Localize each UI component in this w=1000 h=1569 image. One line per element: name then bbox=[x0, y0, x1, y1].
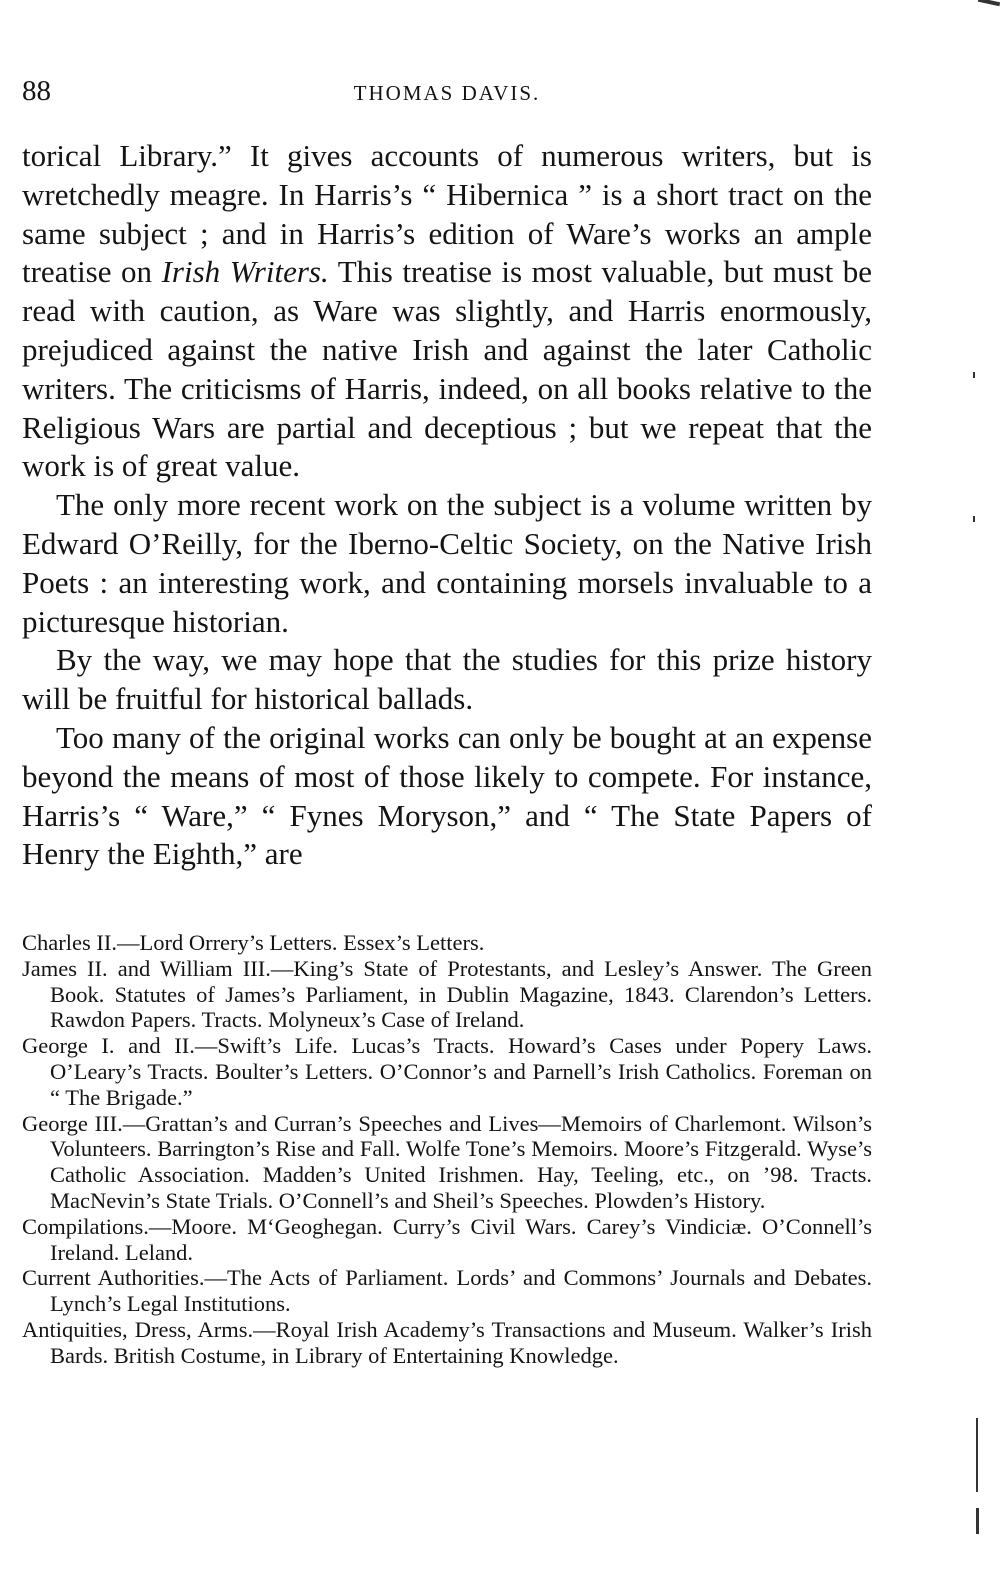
scan-mark-top-corner bbox=[978, 0, 1000, 6]
running-title: THOMAS DAVIS. bbox=[353, 81, 541, 105]
paragraph-3: By the way, we may hope that the studies for this prize history will be fruitful for historical ballads. bbox=[22, 642, 872, 717]
footnote-james-ii: James II. and William III.—King’s State of Protestants, and Lesley’s Answer. The Green Book. Statutes of James’s Parliament, in Dublin Magazine, 1843. Clarendon’s Letters. Rawdon Papers. Tracts. Molyneux’s Case of Ireland. bbox=[22, 955, 872, 1033]
paragraph-1-text-b: This treatise is most valuable, but must be read with caution, as Ware was slightly, and Harris enormously, prejudiced against the native Irish and against the later Catholic writers. The criticisms of Harris, indeed, on all books relative to the Religious Wars are partial and deceptious ; but we repeat that the work is of great value. bbox=[22, 254, 873, 484]
scan-mark-right-2 bbox=[973, 516, 975, 522]
page-number: 88 bbox=[22, 75, 51, 107]
scan-mark-right-3 bbox=[976, 1418, 978, 1492]
footnote-list bbox=[22, 930, 872, 1369]
body-text bbox=[22, 137, 872, 874]
footnote-charles-ii: Charles II.—Lord Orrery’s Letters. Essex’s Letters. bbox=[22, 930, 485, 955]
footnote-current-authorities: Current Authorities.—The Acts of Parliament. Lords’ and Commons’ Journals and Debates. Lynch’s Legal Institutions. bbox=[22, 1265, 872, 1317]
page-header bbox=[22, 74, 872, 114]
footnote-compilations: Compilations.—Moore. M‘Geoghegan. Curry’s Civil Wars. Carey’s Vindiciæ. O’Connell’s Ireland. Leland. bbox=[22, 1213, 872, 1265]
scan-mark-right-4 bbox=[976, 1508, 979, 1534]
paragraph-4: Too many of the original works can only be bought at an expense beyond the means of most of those likely to compete. For instance, Harris’s “ Ware,” “ Fynes Moryson,” and “ The State Papers of Henry the Eighth,” are bbox=[22, 719, 872, 872]
footnote-george-i-ii: George I. and II.—Swift’s Life. Lucas’s Tracts. Howard’s Cases under Popery Laws. O’Leary’s Tracts. Boulter’s Letters. O’Connor’s and Parnell’s Irish Catholics. Foreman on “ The Brigade.” bbox=[22, 1033, 872, 1110]
footnote-george-iii: George III.—Grattan’s and Curran’s Speeches and Lives—Memoirs of Charlemont. Wilson’s Volunteers. Barrington’s Rise and Fall. Wolfe Tone’s Memoirs. Moore’s Fitzgerald. Wyse’s Catholic Association. Madden’s United Irishmen. Hay, Teeling, etc., on ’98. Tracts. MacNevin’s State Trials. O’Connell’s and Sheil’s Speeches. Plowden’s History. bbox=[22, 1110, 872, 1213]
italic-title-irish-writers: Irish Writers. bbox=[161, 254, 329, 290]
paragraph-2: The only more recent work on the subject is a volume written by Edward O’Reilly, for the Iberno-Celtic Society, on the Native Irish Poets : an interesting work, and containing morsels invaluable to a picturesque historian. bbox=[22, 487, 872, 639]
footnote-antiquities: Antiquities, Dress, Arms.—Royal Irish Academy’s Transactions and Museum. Walker’s Irish Bards. British Costume, in Library of Entertaining Knowledge. bbox=[22, 1316, 872, 1368]
paragraph-1-text-a: torical Library.” It gives accounts of numerous writers, but is wretchedly meagre. In Harris’s “ Hibernica ” is a short tract on the same subject ; and in Harris’s edition of Ware’s works an ample treatise on bbox=[22, 138, 872, 290]
paragraph-1 bbox=[22, 137, 872, 486]
scan-mark-right-1 bbox=[973, 372, 975, 378]
